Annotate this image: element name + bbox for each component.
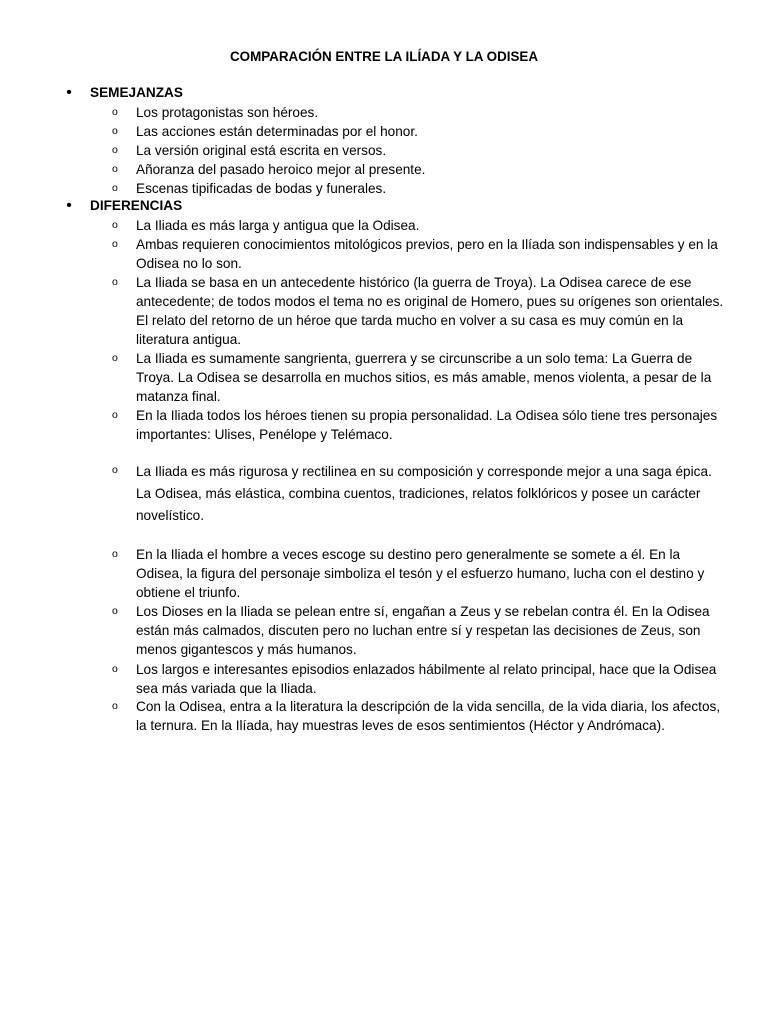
sub-bullet-icon: o (112, 125, 118, 137)
sub-bullet-icon: o (112, 219, 118, 231)
sub-bullet-icon: o (112, 352, 118, 364)
list-item-text: Ambas requieren conocimientos mitológicos previos, pero en la Ilíada son indispensables y en la Odisea no lo son. (136, 237, 718, 271)
document-title: COMPARACIÓN ENTRE LA ILÍADA Y LA ODISEA (230, 49, 538, 64)
list-item-text: Los largos e interesantes episodios enlazados hábilmente al relato principal, hace que la Odisea sea más variada que la Iliada. (136, 662, 717, 696)
list-item-text: La versión original está escrita en versos. (136, 143, 387, 158)
list-item-text: En la Iliada el hombre a veces escoge su destino pero generalmente se somete a él. En la Odisea, la figura del personaje simboliza el tesón y el esfuerzo humano, lucha con el destino y obtiene el triunfo. (136, 547, 705, 600)
bullet-icon: • (66, 197, 72, 214)
sub-bullet-icon: o (112, 464, 118, 476)
list-item-text: Añoranza del pasado heroico mejor al presente. (136, 162, 426, 177)
sub-bullet-icon: o (112, 605, 118, 617)
list-item-text: La Iliada es más larga y antigua que la Odisea. (136, 218, 420, 233)
sub-bullet-icon: o (112, 106, 118, 118)
list-item-text: En la Iliada todos los héroes tienen su propia personalidad. La Odisea sólo tiene tres personajes importantes: Ulises, Penélope y Telémaco. (136, 408, 718, 442)
list-item-text: Los Dioses en la Iliada se pelean entre sí, engañan a Zeus y se rebelan contra él. En la Odisea están más calmados, discuten pero no luchan entre sí y respetan las decisiones de Zeus, son menos gigantescos y más humanos. (136, 604, 710, 657)
list-item-text: La Iliada se basa en un antecedente histórico (la guerra de Troya). La Odisea carece de ese antecedente; de todos modos el tema no es original de Homero, pues su orígenes son orientales. El relato del retorno de un héroe que tarda mucho en volver a su casa es muy común en la literatura antigua. (136, 275, 724, 347)
list-item-text: Con la Odisea, entra a la literatura la descripción de la vida sencilla, de la vida diaria, los afectos, la ternura. En la Ilíada, hay muestras leves de esos sentimientos (Héctor y Andrómaca). (136, 699, 721, 733)
list-item-text: Los protagonistas son héroes. (136, 105, 319, 120)
list-item-text: La Iliada es más rigurosa y rectilinea en su composición y corresponde mejor a una saga épica. La Odisea, más elástica, combina cuentos, tradiciones, relatos folklóricos y posee un carácter novelístico. (136, 464, 712, 523)
sub-bullet-icon: o (112, 276, 118, 288)
section-label: DIFERENCIAS (90, 198, 183, 213)
section-label: SEMEJANZAS (90, 85, 183, 100)
list-item-text: Escenas tipificadas de bodas y funerales. (136, 181, 387, 196)
sub-bullet-icon: o (112, 238, 118, 250)
sub-bullet-icon: o (112, 409, 118, 421)
sub-bullet-icon: o (112, 144, 118, 156)
list-item-text: La Iliada es sumamente sangrienta, guerrera y se circunscribe a un solo tema: La Guerra de Troya. La Odisea se desarrolla en muchos sitios, es más amable, menos violenta, a pesar de la matanza final. (136, 351, 712, 404)
sub-bullet-icon: o (112, 163, 118, 175)
bullet-icon: • (66, 84, 72, 101)
sub-bullet-icon: o (112, 548, 118, 560)
sub-bullet-icon: o (112, 182, 118, 194)
sub-bullet-icon: o (112, 700, 118, 712)
sub-bullet-icon: o (112, 663, 118, 675)
list-item-text: Las acciones están determinadas por el honor. (136, 124, 418, 139)
